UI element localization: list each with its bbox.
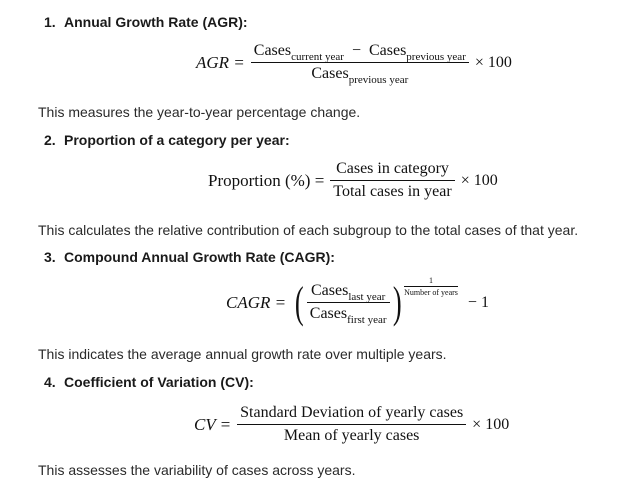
cagr-lhs: CAGR = [226, 292, 287, 312]
proportion-lhs: Proportion (%) = [208, 170, 325, 190]
proportion-numerator: Cases in category [336, 160, 449, 177]
section-3-description: This indicates the average annual growth rate over multiple years. [38, 346, 447, 362]
section-2-description: This calculates the relative contribution of each subgroup to the total cases of that year. [38, 222, 579, 238]
cv-multiplier: × 100 [472, 415, 510, 433]
cagr-exponent-bar [404, 286, 458, 287]
section-3-title: Compound Annual Growth Rate (CAGR): [64, 249, 335, 265]
section-4-number: 4. [44, 374, 56, 390]
cagr-num-base: Cases [310, 282, 349, 299]
section-2-title: Proportion of a category per year: [64, 132, 290, 148]
section-2-heading [44, 132, 290, 148]
cv-denominator: Mean of yearly cases [283, 427, 420, 444]
section-2-number: 2. [44, 132, 56, 148]
cagr-numerator [308, 282, 388, 303]
agr-lhs: AGR = [196, 52, 245, 72]
agr-num-base1: Cases [253, 42, 292, 59]
section-1-description: This measures the year-to-year percentage change. [38, 104, 361, 120]
section-3-heading [44, 249, 335, 265]
section-4-heading [44, 374, 254, 390]
proportion-denominator: Total cases in year [333, 183, 452, 200]
right-paren: ) [392, 277, 402, 327]
section-4-title: Coefficient of Variation (CV): [64, 374, 254, 390]
cagr-exponent-numerator: 1 [429, 276, 434, 285]
cagr-formula [226, 276, 489, 327]
agr-fraction [251, 42, 469, 86]
section-3-number: 3. [44, 249, 56, 265]
proportion-formula [208, 160, 498, 201]
agr-num-base2: Cases [368, 42, 407, 59]
cv-fraction [237, 404, 466, 445]
cv-fraction-bar [237, 424, 466, 425]
agr-denominator [308, 65, 411, 86]
cv-formula [194, 404, 509, 445]
cagr-exponent [404, 276, 458, 297]
left-paren: ( [295, 277, 304, 327]
agr-den-base: Cases [311, 65, 349, 82]
cagr-den-base: Cases [309, 305, 348, 322]
section-1-title: Annual Growth Rate (AGR): [64, 14, 248, 30]
cv-lhs: CV = [194, 414, 232, 434]
cagr-den-sub: first year [347, 314, 387, 326]
proportion-fraction-bar [330, 180, 454, 181]
proportion-multiplier: × 100 [460, 171, 498, 189]
agr-numerator [251, 42, 469, 63]
agr-den-sub: previous year [348, 74, 409, 86]
cagr-tail: − 1 [467, 293, 489, 311]
cagr-denominator [307, 305, 390, 326]
agr-formula [196, 42, 512, 86]
cv-numerator: Standard Deviation of yearly cases [240, 404, 464, 421]
agr-num-op: − [351, 42, 361, 59]
cagr-num-sub: last year [348, 291, 386, 303]
proportion-fraction [330, 160, 454, 201]
cagr-exponent-denominator: Number of years [404, 288, 458, 297]
section-1-number: 1. [44, 14, 56, 30]
agr-multiplier: × 100 [474, 53, 512, 71]
agr-num-sub1: current year [291, 51, 344, 63]
section-1-heading [44, 14, 248, 30]
cagr-fraction [307, 282, 390, 326]
section-4-description: This assesses the variability of cases across years. [38, 462, 356, 478]
agr-num-sub2: previous year [406, 51, 466, 63]
